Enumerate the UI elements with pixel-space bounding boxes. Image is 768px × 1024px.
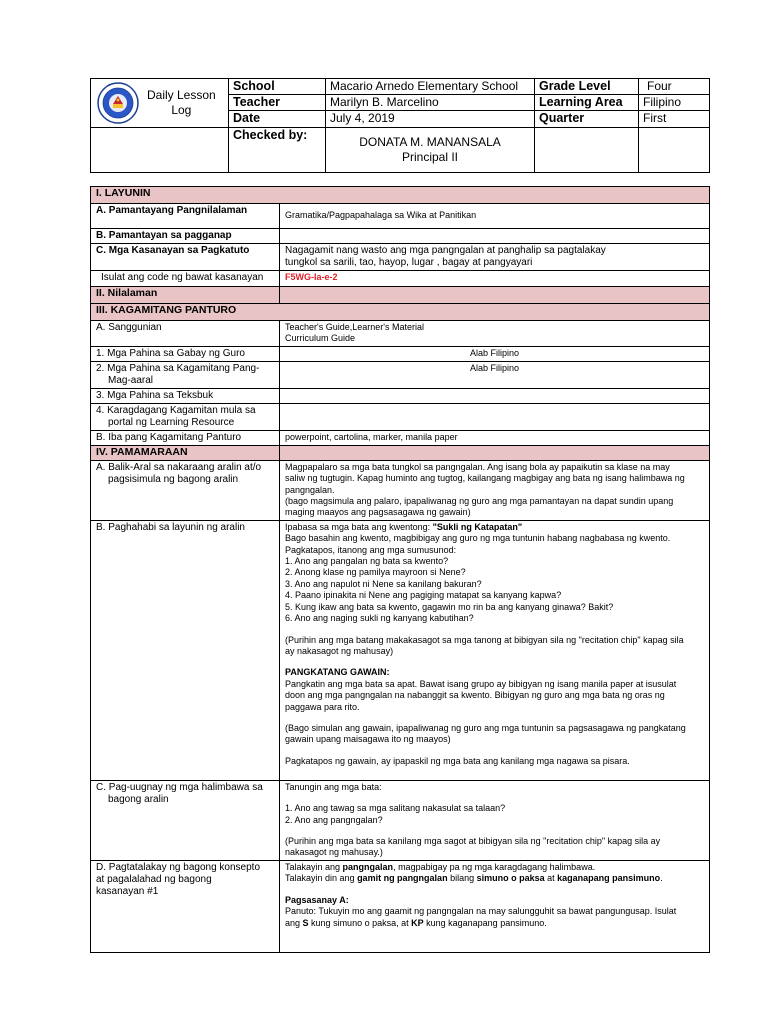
bold-term: kaganapang pansimuno	[557, 873, 661, 884]
bold-term: KP	[411, 917, 424, 928]
paghahabi-q4: 4. Paano ipinakita ni Nene ang pagiging matapat sa kanyang kapwa?	[285, 590, 562, 601]
header-table	[90, 78, 710, 173]
row-sanggunian-value	[280, 321, 710, 347]
dll-title-line2: Log	[171, 102, 192, 117]
lesson-table	[90, 186, 710, 953]
row-paghahabi-value	[280, 520, 710, 780]
logo-cell	[91, 79, 229, 128]
empty-cell	[639, 127, 710, 172]
row-sanggunian-label: A. Sanggunian	[91, 321, 280, 347]
paghahabi-line2: Bago basahin ang kwento, magbibigay ang guro ng mga tuntunin habang nagbabasa ng kwento.	[285, 533, 671, 544]
pagtatalakay-label-line2: at pagalalahad ng bagong	[96, 873, 212, 885]
balik-line1: Magpapalaro sa mga bata tungkol sa pangngalan. Ang isang bola ay papaikutin sa klase na may	[285, 461, 670, 472]
checker-title: Principal II	[401, 149, 459, 164]
paghahabi-q6: 6. Ano ang naging sukli ng kanyang kabutihan?	[285, 613, 474, 624]
row-kasanayan-value	[280, 244, 710, 271]
pag-uugnay-q1: 1. Ano ang tawag sa mga salitang nakasulat sa talaan?	[285, 803, 506, 814]
date-value: July 4, 2019	[326, 111, 535, 127]
kagamitang-label-line1: 2. Mga Pahina sa Kagamitang Pang-	[96, 362, 260, 374]
dll-title-line1: Daily Lesson	[147, 87, 216, 102]
row-paghahabi-label: B. Paghahabi sa layunin ng aralin	[91, 520, 280, 780]
pagsasanay-line2	[285, 918, 704, 929]
checker-name: DONATA M. MANANSALA	[359, 134, 501, 149]
pagtatalakay-line1	[285, 862, 704, 873]
karagdagang-label-line1: 4. Karagdagang Kagamitan mula sa	[96, 404, 256, 416]
pag-uugnay-label-line1: C. Pag-uugnay ng mga halimbawa sa	[96, 781, 263, 793]
row-kasanayan-label: C. Mga Kasanayan sa Pagkatuto	[91, 244, 280, 271]
balik-line5: maging maayos ang pagsasagawa ng gawain)	[285, 507, 471, 518]
empty-cell	[535, 127, 639, 172]
row-kagamitang-label	[91, 361, 280, 388]
pag-uugnay-praise2: nakasagot ng mahusay.)	[285, 847, 383, 858]
checker-cell	[326, 127, 535, 172]
row-code-label: Isulat ang code ng bawat kasanayan	[91, 271, 280, 287]
sanggunian-line2: Curriculum Guide	[285, 333, 356, 344]
empty-cell	[280, 229, 710, 244]
paghahabi-praise-line1: (Purihin ang mga batang makakasagot sa mga tanong at bibigyan sila ng "recitation chip" kapag sila	[285, 634, 684, 645]
bold-term: gamit ng pangngalan	[357, 873, 448, 884]
bold-term: pangngalan	[342, 861, 394, 872]
gawain-final: Pagkatapos ng gawain, ay ipapaskil ng mga bata ang kanilang mga nagawa sa pisara.	[285, 755, 630, 766]
karagdagang-label-line2: portal ng Learning Resource	[108, 416, 235, 428]
row-pamantayang-pangnilalaman-label: A. Pamantayang Pangnilalaman	[91, 204, 280, 229]
text-fragment: kung kaganapang pansimuno.	[423, 917, 547, 928]
grade-value: Four	[639, 79, 710, 95]
row-teksbuk-label: 3. Mga Pahina sa Teksbuk	[91, 388, 280, 403]
text-fragment: ang	[285, 917, 303, 928]
section-layunin: I. LAYUNIN	[91, 187, 710, 204]
row-pag-uugnay-value	[280, 780, 710, 860]
row-code-value: F5WG-Ia-e-2	[280, 271, 710, 287]
row-iba-label: B. Iba pang Kagamitang Panturo	[91, 430, 280, 445]
area-value: Filipino	[639, 95, 710, 111]
pangkatang-gawain-title: PANGKATANG GAWAIN:	[285, 667, 390, 678]
paghahabi-q5: 5. Kung ikaw ang bata sa kwento, gagawin mo rin ba ang kanyang ginawa? Bakit?	[285, 601, 614, 612]
empty-cell	[91, 127, 229, 172]
gawain-line1: Pangkatin ang mga bata sa apat. Bawat isang grupo ay bibigyan ng isang manila paper at isusulat	[285, 678, 677, 689]
paghahabi-q2: 2. Anong klase ng pamilya mayroon si Nene?	[285, 567, 466, 578]
pagtatalakay-line2	[285, 873, 704, 884]
text-fragment: kung simuno o paksa, at	[308, 917, 412, 928]
paghahabi-q3: 3. Ano ang napulot ni Nene sa kanilang bakuran?	[285, 578, 482, 589]
empty-cell	[280, 403, 710, 430]
quarter-value: First	[639, 111, 710, 127]
balik-label-line1: A. Balik-Aral sa nakaraang aralin at/o	[96, 461, 262, 473]
teacher-value: Marilyn B. Marcelino	[326, 95, 535, 111]
balik-line2: saliw ng tugtugin. Kapag huminto ang tugtog, kailangang magbigay ang bata ng isang halimbawa ng	[285, 473, 685, 484]
gawain-rules-line2: gawain upang maisagawa ito ng maayos)	[285, 734, 451, 745]
gawain-line2: doon ang mga pangngalan na nabanggit sa kwento. Bibigyan ng guro ang mga bata ng oras ng	[285, 690, 665, 701]
section-pamamaraan: IV. PAMAMARAAN	[91, 445, 280, 460]
area-label: Learning Area	[535, 95, 639, 111]
paghahabi-q1: 1. Ano ang pangalan ng bata sa kwento?	[285, 556, 449, 567]
bold-term: S	[302, 917, 309, 928]
row-balik-aral-label	[91, 460, 280, 520]
story-title: "Sukli ng Katapatan"	[432, 521, 523, 532]
row-pag-uugnay-label	[91, 780, 280, 860]
section-kagamitang-panturo: III. KAGAMITANG PANTURO	[91, 304, 710, 321]
sanggunian-line1: Teacher's Guide,Learner's Material	[285, 322, 425, 332]
text-fragment: Talakayin din ang	[285, 873, 358, 884]
text-fragment: , magpabigay pa ng mga karagdagang halimbawa.	[393, 861, 596, 872]
row-pamantayang-pangnilalaman-value: Gramatika/Pagpapahalaga sa Wika at Panitikan	[280, 204, 710, 229]
deped-seal-icon	[97, 82, 139, 124]
paghahabi-line3: Pagkatapos, itanong ang mga sumusunod:	[285, 544, 457, 555]
paghahabi-intro	[285, 522, 704, 533]
pagtatalakay-label-line1: D. Pagtatalakay ng bagong konsepto	[96, 861, 261, 873]
pagsasanay-title: Pagsasanay A:	[285, 894, 349, 905]
empty-cell	[280, 445, 710, 460]
section-nilalaman: II. Nilalaman	[91, 287, 280, 304]
school-label: School	[229, 79, 326, 95]
row-karagdagang-label	[91, 403, 280, 430]
balik-line4: (bago magsimula ang palaro, ipapaliwanag ng guro ang mga pamantayan na dapat sundin upang	[285, 496, 674, 507]
bold-term: simuno o paksa	[476, 873, 545, 884]
pag-uugnay-line1: Tanungin ang mga bata:	[285, 781, 382, 792]
quarter-label: Quarter	[535, 111, 639, 127]
school-value: Macario Arnedo Elementary School	[326, 79, 535, 95]
checked-by-label: Checked by:	[229, 127, 326, 172]
empty-cell	[280, 287, 710, 304]
row-kagamitang-value: Alab Filipino	[280, 361, 710, 388]
paghahabi-praise-line2: ay nakasagot ng mahusay)	[285, 645, 394, 656]
pag-uugnay-q2: 2. Ano ang pangngalan?	[285, 814, 383, 825]
row-gabay-value: Alab Filipino	[280, 346, 710, 361]
balik-line3: pangngalan.	[285, 484, 335, 495]
row-pamantayan-sa-pagganap-label: B. Pamantayan sa pagganap	[91, 229, 280, 244]
row-pagtatalakay-value	[280, 860, 710, 952]
pagsasanay-line1: Panuto: Tukuyin mo ang gaamit ng pangngalan na may salungguhit sa bawat pangungusap. Isulat	[285, 906, 677, 917]
kasanayan-line2: tungkol sa sarili, tao, hayop, lugar , bagay at pangyayari	[285, 257, 533, 268]
date-label: Date	[229, 111, 326, 127]
pagtatalakay-label-line3: kasanayan #1	[96, 885, 159, 897]
kasanayan-line1: Nagagamit nang wasto ang mga pangngalan at panghalip sa pagtalakay	[285, 245, 606, 256]
pag-uugnay-praise1: (Purihin ang mga bata sa kanilang mga sagot at bibigyan sila ng "recitation chip" kapag sila ay	[285, 836, 661, 847]
row-gabay-label: 1. Mga Pahina sa Gabay ng Guro	[91, 346, 280, 361]
row-iba-value: powerpoint, cartolina, marker, manila paper	[280, 430, 710, 445]
grade-label: Grade Level	[535, 79, 639, 95]
text-fragment: at	[544, 873, 558, 884]
empty-cell	[280, 388, 710, 403]
text-fragment: .	[660, 873, 663, 884]
gawain-rules-line1: (Bago simulan ang gawain, ipapaliwanag ng guro ang mga tuntunin sa pagsasagawa ng pangkatang	[285, 722, 686, 733]
kagamitang-label-line2: Mag-aaral	[108, 374, 154, 386]
gawain-line3: paggawa para rito.	[285, 701, 360, 712]
row-pagtatalakay-label	[91, 860, 280, 952]
text-fragment: bilang	[447, 873, 477, 884]
pag-uugnay-label-line2: bagong aralin	[108, 793, 169, 805]
balik-label-line2: pagsisimula ng bagong aralin	[108, 473, 239, 485]
row-balik-aral-value	[280, 460, 710, 520]
text-fragment: Talakayin ang	[285, 861, 343, 872]
paghahabi-intro-prefix: Ipabasa sa mga bata ang kwentong:	[285, 521, 433, 532]
teacher-label: Teacher	[229, 95, 326, 111]
